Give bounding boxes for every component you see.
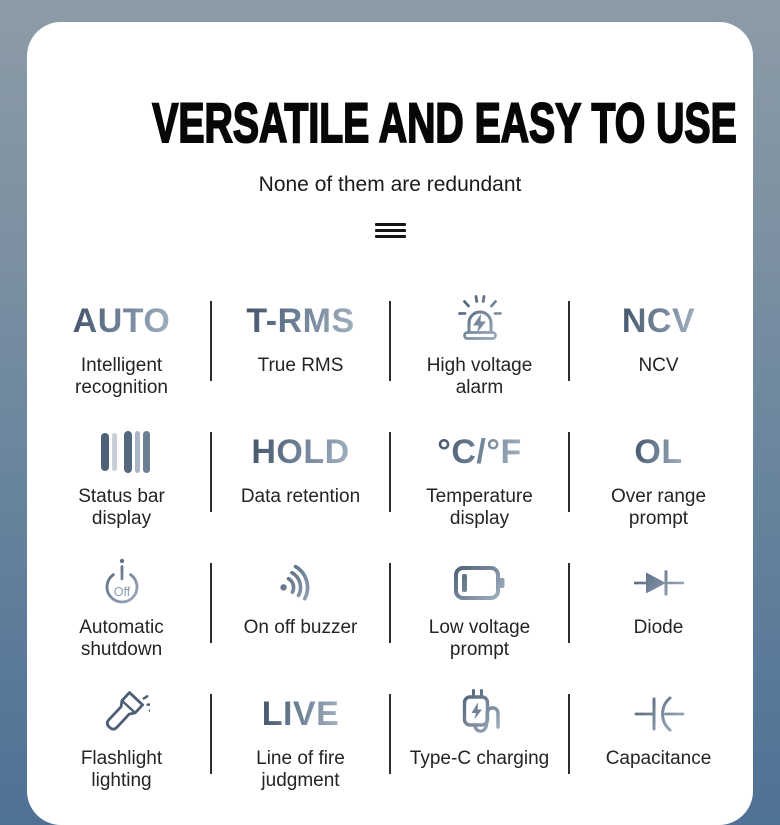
feature-keyword: OL: [634, 432, 683, 471]
feature-cell-trms: [212, 291, 389, 422]
feature-row-4: [33, 684, 747, 815]
page-title: VERSATILE AND EASY TO USE: [152, 91, 737, 154]
high-voltage-alarm-icon: [452, 293, 508, 349]
feature-description: Type-C charging: [409, 748, 550, 769]
divider-bar: [375, 223, 406, 227]
feature-description: Flashlight lighting: [80, 748, 163, 791]
feature-cell-status-bar: [33, 422, 210, 553]
feature-cell-capacitance: [570, 684, 747, 815]
feature-cell-live: [212, 684, 389, 815]
divider-bar: [375, 235, 406, 239]
page-subtitle: None of them are redundant: [258, 172, 522, 196]
three-lines-divider-icon: [375, 223, 406, 239]
feature-cell-ol: [570, 422, 747, 553]
diode-symbol-icon: [631, 555, 687, 611]
divider-bar: [375, 229, 406, 233]
feature-cell-ncv: [570, 291, 747, 422]
power-off-icon: [94, 555, 150, 611]
feature-description: Low voltage prompt: [428, 617, 531, 660]
feature-cell-flashlight: [33, 684, 210, 815]
feature-cell-type-c: [391, 684, 568, 815]
feature-keyword: °C/°F: [437, 432, 522, 471]
feature-description: On off buzzer: [243, 617, 358, 638]
feature-keyword: NCV: [621, 301, 696, 340]
flashlight-icon: [94, 686, 150, 742]
feature-keyword: AUTO: [72, 301, 171, 340]
feature-keyword: T-RMS: [246, 301, 355, 340]
type-c-charging-icon: [452, 686, 508, 742]
feature-keyword: HOLD: [251, 432, 350, 471]
feature-row-1: [33, 291, 747, 422]
feature-description: Automatic shutdown: [79, 617, 164, 660]
battery-low-icon: [450, 555, 510, 611]
feature-grid: [33, 291, 747, 815]
feature-description: Diode: [633, 617, 684, 638]
feature-description: Temperature display: [426, 486, 533, 529]
feature-cell-low-voltage: [391, 553, 568, 684]
feature-description: Data retention: [240, 486, 361, 507]
feature-description: Over range prompt: [610, 486, 707, 529]
status-bars-icon: [94, 424, 150, 480]
feature-cell-auto-shutdown: [33, 553, 210, 684]
feature-cell-temperature: [391, 422, 568, 553]
feature-cell-high-voltage-alarm: [391, 291, 568, 422]
feature-description: Line of fire judgment: [256, 748, 345, 791]
feature-description: Capacitance: [605, 748, 712, 769]
content-card: [27, 22, 753, 825]
feature-description: NCV: [638, 355, 679, 376]
feature-cell-buzzer: [212, 553, 389, 684]
feature-description: High voltage alarm: [426, 355, 533, 398]
feature-description: True RMS: [257, 355, 344, 376]
capacitor-symbol-icon: [631, 686, 687, 742]
feature-cell-auto: [33, 291, 210, 422]
feature-row-2: [33, 422, 747, 553]
feature-description: Intelligent recognition: [75, 355, 168, 398]
power-off-label: Off: [113, 585, 130, 599]
feature-keyword: LIVE: [261, 694, 340, 733]
feature-cell-hold: [212, 422, 389, 553]
buzzer-sound-waves-icon: [273, 555, 329, 611]
feature-description: Status bar display: [78, 486, 165, 529]
feature-cell-diode: [570, 553, 747, 684]
feature-row-3: [33, 553, 747, 684]
